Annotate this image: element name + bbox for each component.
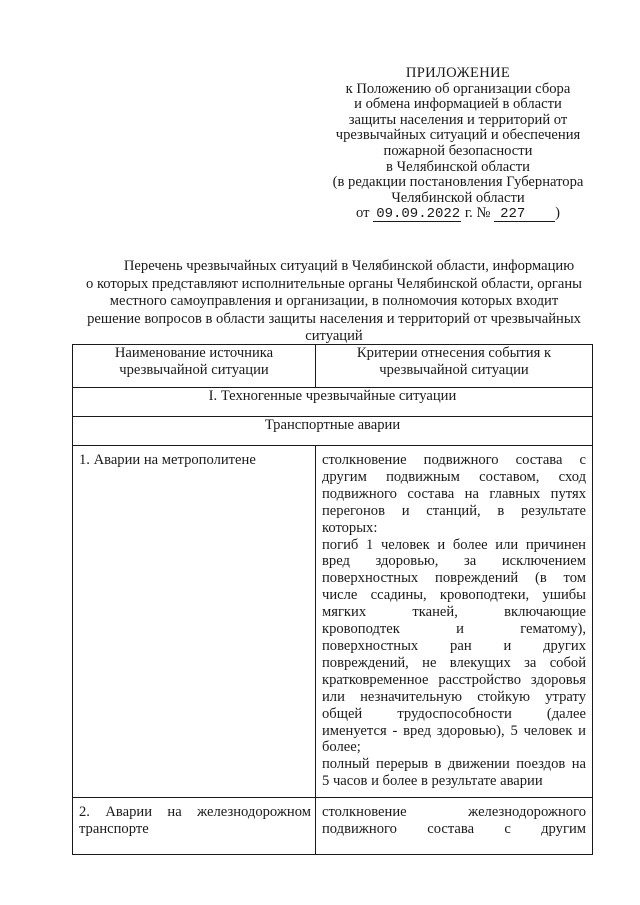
heading-line: ситуаций — [305, 328, 363, 345]
table-row — [73, 446, 593, 798]
criteria-cell: столкновение железнодорожного подвижного состава с другим — [316, 798, 593, 855]
subsection-title: Транспортные аварии — [73, 417, 593, 446]
appendix-line: и обмена информацией в области — [354, 96, 562, 113]
appendix-date-line — [308, 206, 608, 222]
date-prefix: от — [356, 205, 370, 222]
section-title: I. Техногенные чрезвычайные ситуации — [73, 388, 593, 417]
heading-line: местного самоуправления и организации, в полномочия которых входит — [109, 293, 559, 310]
heading-line: Перечень чрезвычайных ситуаций в Челябинской области, информацию — [123, 258, 575, 274]
closing-paren: ) — [555, 205, 560, 222]
heading-line: решение вопросов в области защиты населения и территорий от чрезвычайных — [87, 310, 581, 327]
section-row — [73, 388, 593, 417]
emergency-table — [72, 344, 593, 855]
appendix-line: (в редакции постановления Губернатора — [332, 174, 584, 191]
criteria-cell: столкновение подвижного состава с другим подвижным составом, сход подвижного состава на главных путях перегонов и станций, в результате которых: погиб 1 человек и более или причинен вред здоровью, за исключением поверхностных повреждений (в том числе ссадины, кровоподтеки, ушибы мягких тканей, включающие кровоподтек и гематому), поверхностных ран и других повреждений, не влекущих за собой кратковременное расстройство здоровья или незначительную стойкую утрату общей трудоспособности (далее именуется - вред здоровью), 5 человек и более; полный перерыв в движении поездов на 5 часов и более в результате аварии — [316, 446, 593, 798]
heading-line: о которых представляют исполнительные органы Челябинской области, органы — [86, 275, 582, 292]
date-value: 09.09.2022 — [373, 207, 461, 222]
appendix-line: в Челябинской области — [386, 158, 530, 175]
document-heading — [66, 258, 602, 346]
appendix-title: ПРИЛОЖЕНИЕ — [405, 65, 511, 81]
appendix-block — [308, 66, 608, 222]
number-value: 227 — [494, 207, 555, 222]
table-header-row — [73, 345, 593, 388]
appendix-line: к Положению об организации сбора — [345, 80, 571, 97]
number-prefix: г. № — [464, 205, 491, 222]
header-criteria: Критерии отнесения события к чрезвычайной ситуации — [316, 345, 593, 388]
source-cell: 1. Аварии на метрополитене — [73, 446, 316, 798]
appendix-line: пожарной безопасности — [383, 142, 533, 159]
table-row — [73, 798, 593, 855]
appendix-line: Челябинской области — [391, 189, 525, 206]
source-cell: 2. Аварии на железнодорожном транспорте — [73, 798, 316, 855]
header-source: Наименование источника чрезвычайной ситуации — [73, 345, 316, 388]
subsection-row — [73, 417, 593, 446]
appendix-line: защиты населения и территорий от — [348, 111, 568, 128]
appendix-line: чрезвычайных ситуаций и обеспечения — [335, 127, 581, 144]
